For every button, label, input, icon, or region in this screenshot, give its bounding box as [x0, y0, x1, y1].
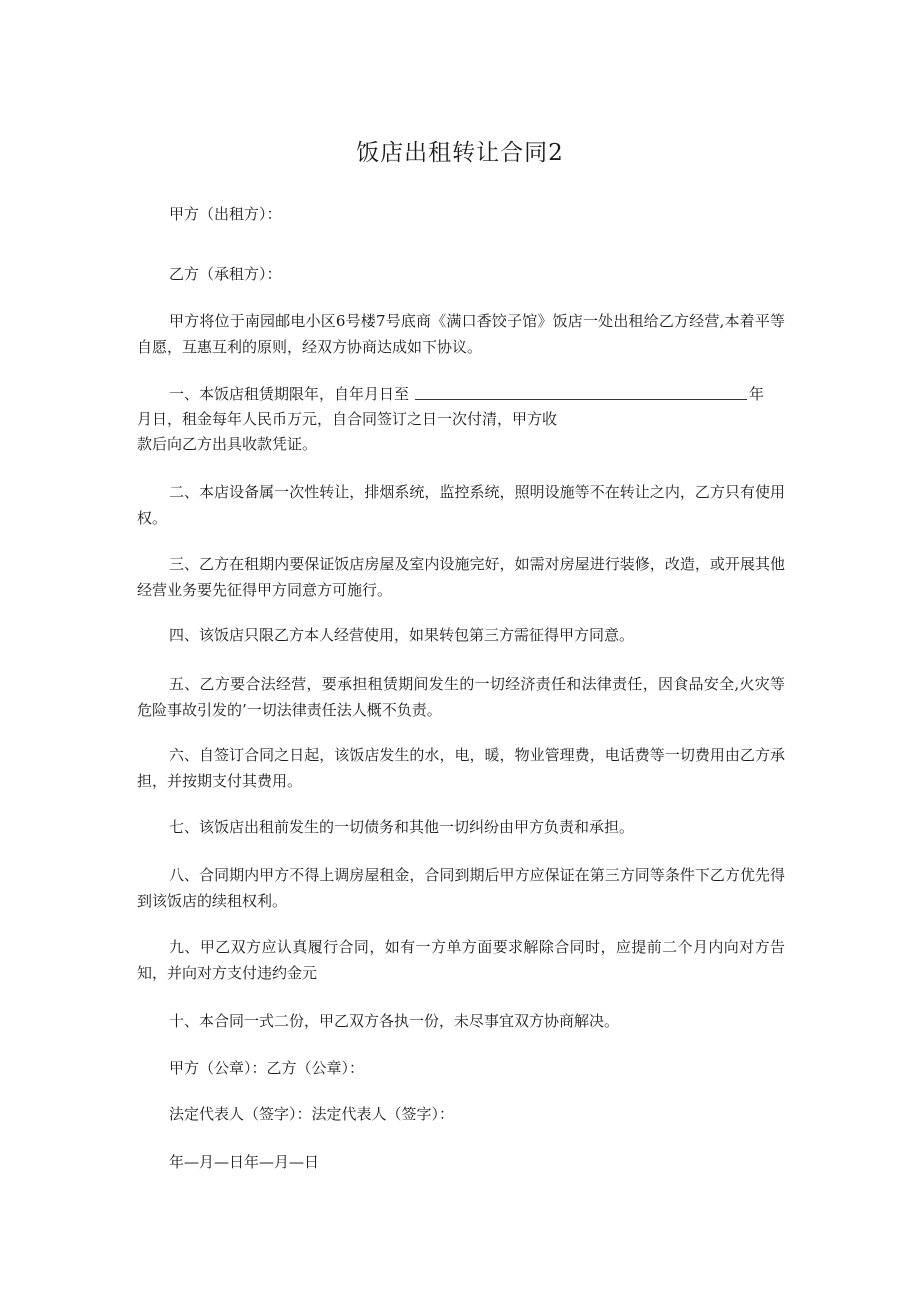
clause-1-text-after-blank: 年 — [749, 385, 765, 403]
clause-5: 五、乙方要合法经营，要承担租赁期间发生的一切经济责任和法律责任，因食品安全,火灾等危险事故引发的’一切法律责任法人概不负责。 — [137, 675, 785, 719]
clause-1-line-3: 款后向乙方出具收款凭证。 — [137, 435, 318, 453]
clause-1-line-2: 月日，租金每年人民币万元，自合同签订之日一次付清，甲方收 — [137, 410, 558, 428]
seal-line: 甲方（公章）：乙方（公章）： — [169, 1059, 365, 1077]
party-b-label: 乙方（承租方）： — [169, 265, 282, 283]
date-blank-line — [415, 385, 747, 400]
clause-1-text-before-blank: 一、本饭店租赁期限年，自年月日至 — [169, 385, 410, 403]
party-a-label: 甲方（出租方）： — [169, 205, 282, 223]
clause-7: 七、该饭店出租前发生的一切债务和其他一切纠纷由甲方负责和承担。 — [169, 818, 635, 836]
clause-1-line-1 — [137, 381, 817, 407]
clause-4: 四、该饭店只限乙方本人经营使用，如果转包第三方需征得甲方同意。 — [169, 626, 635, 644]
clause-2: 二、本店设备属一次性转让，排烟系统，监控系统，照明设施等不在转让之内，乙方只有使用权。 — [137, 483, 785, 527]
clause-6: 六、自签订合同之日起，该饭店发生的水，电，暖，物业管理费，电话费等一切费用由乙方承担，并按期支付其费用。 — [137, 746, 785, 790]
clause-3: 三、乙方在租期内要保证饭店房屋及室内设施完好，如需对房屋进行装修，改造，或开展其他经营业务要先征得甲方同意方可施行。 — [137, 555, 785, 599]
signature-line: 法定代表人（签字）：法定代表人（签字）： — [169, 1105, 455, 1123]
document-title: 饭店出租转让合同2 — [356, 140, 564, 166]
date-line: 年—月—日年—月—日 — [169, 1153, 320, 1171]
clause-8: 八、合同期内甲方不得上调房屋租金，合同到期后甲方应保证在第三方同等条件下乙方优先得到该饭店的续租权利。 — [137, 866, 785, 910]
clause-10: 十、本合同一式二份，甲乙双方各执一份，未尽事宜双方协商解决。 — [169, 1012, 620, 1030]
intro-paragraph: 甲方将位于南园邮电小区6号楼7号底商《满口香饺子馆》饭店一处出租给乙方经营,本着平等自愿，互惠互利的原则，经双方协商达成如下协议。 — [137, 312, 785, 356]
clause-9: 九、甲乙双方应认真履行合同，如有一方单方面要求解除合同时，应提前二个月内向对方告知，并向对方支付违约金元 — [137, 938, 785, 982]
